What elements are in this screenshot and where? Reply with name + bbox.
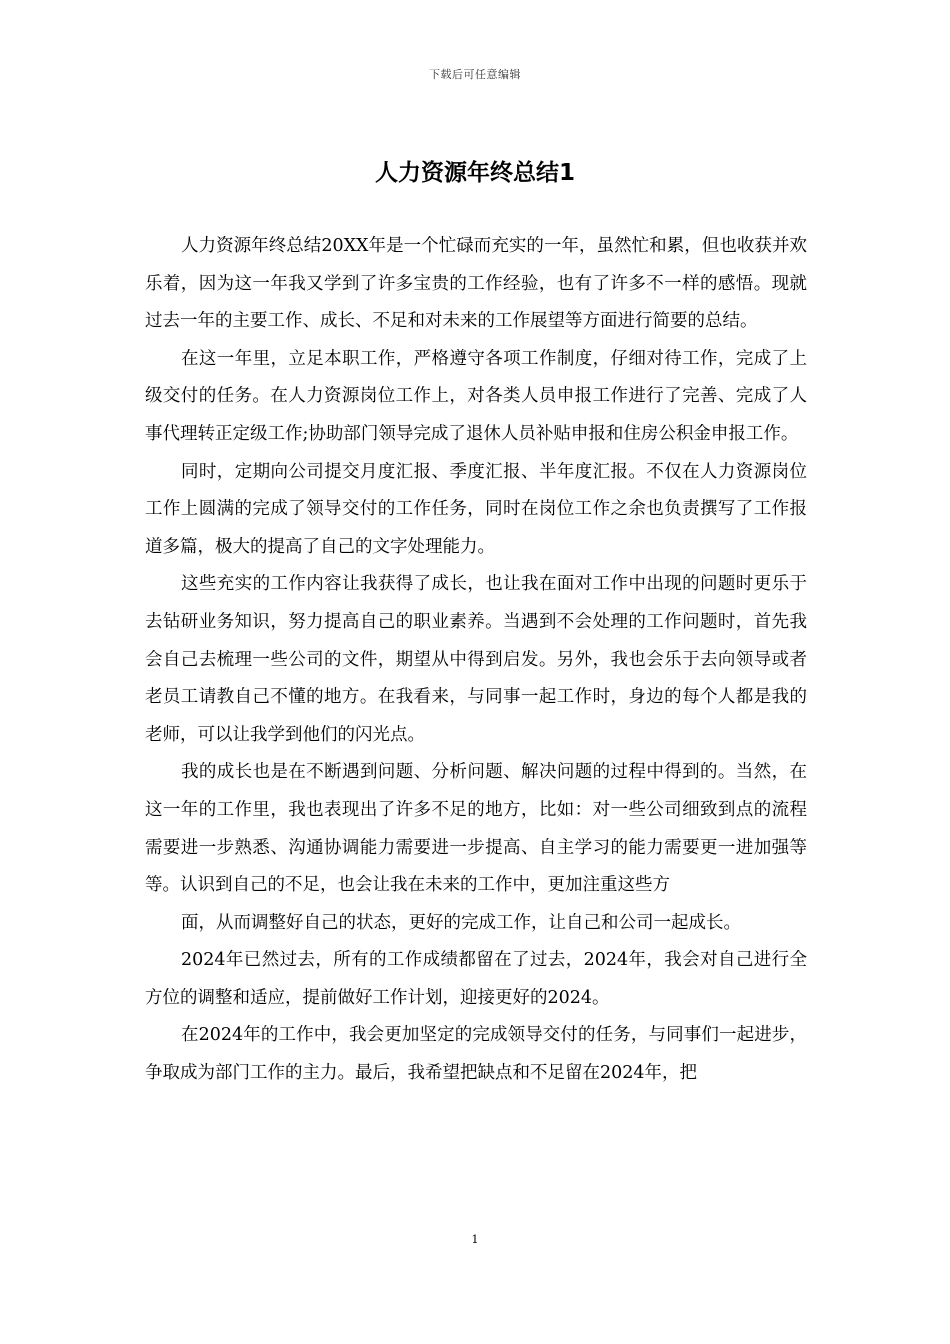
document-body bbox=[145, 228, 807, 1093]
paragraph-work-duties: 在这一年里，立足本职工作，严格遵守各项工作制度，仔细对待工作，完成了上级交付的任务。在人力资源岗位工作上，对各类人员申报工作进行了完善、完成了人事代理转正定级工作;协助部门领导完成了退休人员补贴申报和住房公积金申报工作。 bbox=[145, 348, 807, 444]
paragraph-shortcomings-continued: 面，从而调整好自己的状态，更好的完成工作，让自己和公司一起成长。 bbox=[181, 912, 741, 933]
paragraph-growth: 这些充实的工作内容让我获得了成长，也让我在面对工作中出现的问题时更乐于去钻研业务知识，努力提高自己的职业素养。当遇到不会处理的工作问题时，首先我会自己去梳理一些公司的文件，期望从中得到启发。另外，我也会乐于去向领导或者老员工请教自己不懂的地方。在我看来，与同事一起工作时，身边的每个人都是我的老师，可以让我学到他们的闪光点。 bbox=[145, 574, 807, 745]
paragraph-shortcomings: 我的成长也是在不断遇到问题、分析问题、解决问题的过程中得到的。当然，在这一年的工作里，我也表现出了许多不足的地方，比如：对一些公司细致到点的流程需要进一步熟悉、沟通协调能力需要进一步提高、自主学习的能力需要更一进加强等等。认识到自己的不足，也会让我在未来的工作中，更加注重这些方 bbox=[145, 762, 807, 896]
document-title: 人力资源年终总结1 bbox=[374, 160, 575, 186]
paragraph-outlook: 2024年已然过去，所有的工作成绩都留在了过去，2024年，我会对自己进行全方位的调整和适应，提前做好工作计划，迎接更好的2024。 bbox=[145, 950, 807, 1008]
page-number: 1 bbox=[471, 1233, 479, 1246]
page-header-note: 下载后可任意编辑 bbox=[429, 68, 521, 81]
paragraph-plans: 在2024年的工作中，我会更加坚定的完成领导交付的任务，与同事们一起进步，争取成为部门工作的主力。最后，我希望把缺点和不足留在2024年，把 bbox=[145, 1025, 807, 1084]
paragraph-intro: 人力资源年终总结20XX年是一个忙碌而充实的一年，虽然忙和累，但也收获并欢乐着，因为这一年我又学到了许多宝贵的工作经验，也有了许多不一样的感悟。现就过去一年的主要工作、成长、不足和对未来的工作展望等方面进行简要的总结。 bbox=[145, 236, 807, 332]
paragraph-reports: 同时，定期向公司提交月度汇报、季度汇报、半年度汇报。不仅在人力资源岗位工作上圆满的完成了领导交付的工作任务，同时在岗位工作之余也负责撰写了工作报道多篇，极大的提高了自己的文字处理能力。 bbox=[145, 461, 807, 557]
